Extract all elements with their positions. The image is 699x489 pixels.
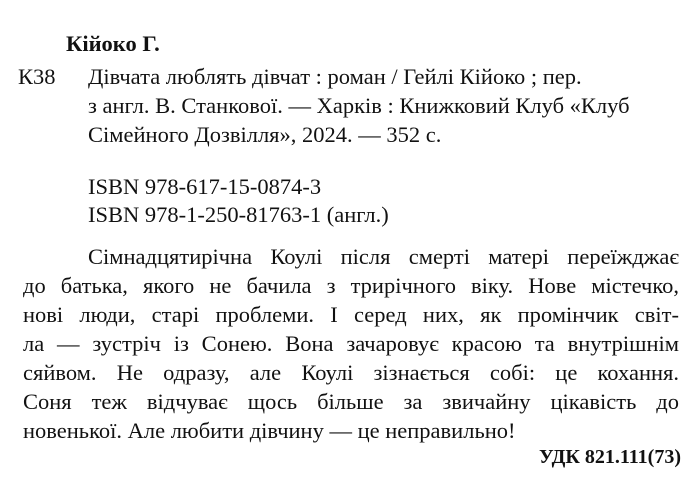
bibliographic-line: з англ. В. Станкової. — Харків : Книжковий Клуб «Клуб bbox=[88, 93, 630, 118]
bibliographic-line: Сімейного Дозвілля», 2024. — 352 с. bbox=[88, 122, 442, 147]
author-heading: Кійоко Г. bbox=[66, 31, 160, 56]
isbn-line: ISBN 978-617-15-0874-3 bbox=[88, 174, 322, 199]
annotation-line: до батька, якого не бачила з трирічного віку. Нове містечко, bbox=[23, 273, 679, 298]
bibliographic-line: Дівчата люблять дівчат : роман / Гейлі Кійоко ; пер. bbox=[88, 64, 582, 89]
annotation-line: новенької. Але любити дівчину — це неправильно! bbox=[23, 418, 516, 443]
annotation-line: ла — зустріч із Сонею. Вона зачаровує красою та внутрішнім bbox=[23, 331, 679, 356]
annotation-line: Сімнадцятирічна Коулі після смерті матері переїжджає bbox=[88, 244, 679, 269]
annotation-line: Соня теж відчуває щось більше за звичайну цікавість до bbox=[23, 389, 679, 414]
author-mark: К38 bbox=[18, 64, 56, 89]
udc-code: УДК 821.111(73) bbox=[538, 446, 681, 468]
annotation-line: нові люди, старі проблеми. І серед них, як промінчик світ- bbox=[23, 302, 679, 327]
annotation-line: сяйвом. Не одразу, але Коулі зізнається собі: це кохання. bbox=[23, 360, 679, 385]
isbn-line: ISBN 978-1-250-81763-1 (англ.) bbox=[88, 202, 389, 227]
